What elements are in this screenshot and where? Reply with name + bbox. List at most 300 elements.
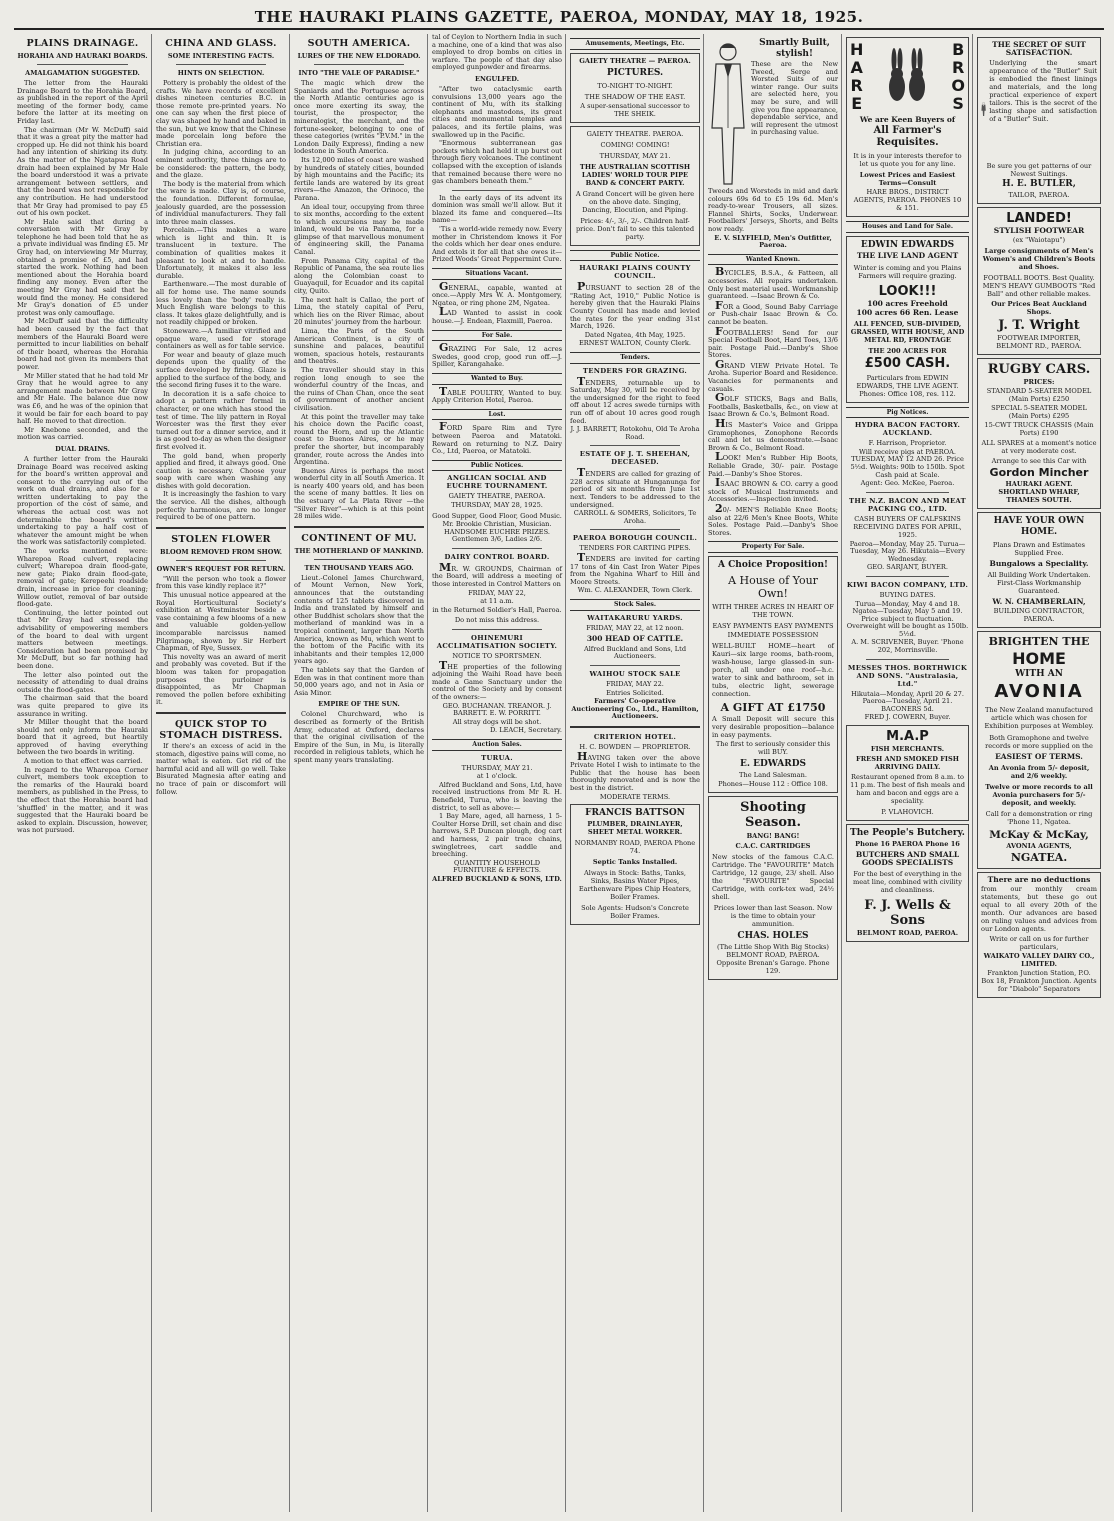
ad-line: THURSDAY, MAY 21. (599, 151, 671, 160)
ad-line: A Small Deposit will secure this very desirable proposition—balance in easy payments. (712, 714, 834, 739)
ad-line: THE 200 ACRES FOR (868, 346, 947, 355)
classified-ad: ISAAC BROWN & CO. carry a good stock of Musical Instruments and Accessories.—Inspection invited. (708, 476, 838, 504)
ad-body: Underlying the smart appearance of the "Butler" Suit is embodied the finest linings and materials, and the long practical experience of expert tailors. This is the secret of the lasting shape and satisfaction of a "Butler" Suit. (989, 59, 1097, 123)
article-subtitle: HORAHIA AND HAURAKI BOARDS. (17, 52, 148, 60)
paragraph: Mr Miller stated that he had told Mr Gray that he would agree to any arrangement made between Mr Gray and Mr Hale. The balance due now was £6, and he was of the opinion that it would be fair for each board to pay half. He moved to that direction. (17, 371, 148, 426)
notice-title: ANGLICAN SOCIAL AND EUCHRE TOURNAMENT. (446, 474, 548, 491)
paragraph: If there's an excess of acid in the stomach, digestive pains will come, no matter what is eaten. Get rid of the harmful acid and all will go well. Take Bisurated Magnesia after eating and no trace of pain or discomfort will follow. (156, 741, 286, 796)
ad-line: THE LIVE LAND AGENT (856, 250, 959, 260)
article-subtitle: SOME INTERESTING FACTS. (167, 52, 275, 60)
ad-headline: J. T. Wright (998, 318, 1080, 333)
ad-headline: LANDED! (1006, 211, 1072, 226)
ad-line: (ex "Waiotapu") (1012, 236, 1066, 244)
property-ad (708, 556, 838, 793)
ad-line: Always in Stock: Baths, Tanks, Sinks, Basins Water Pipes, Earthenware Pipes Chip Heaters, Boiler Frames. (578, 869, 692, 902)
ad-line: The Land Salesman. (739, 770, 807, 779)
ad-line: Prices: 4/-, 3/-, 2/-. Children half-price. Don't fail to see this talented party. (575, 216, 695, 241)
notice-title: CRITERION HOTEL. (593, 732, 677, 741)
notice-line: Alfred Buckland and Sons, Ltd Auctioneers. (583, 644, 687, 661)
classified-ad: FOR a Good, Sound Baby Carriage or Push-chair Isaac Brown & Co. cannot be beaten. (708, 298, 838, 326)
ad-line: Write or call on us for further particulars, (989, 935, 1089, 951)
category-heading: Pig Notices. (846, 407, 969, 419)
butler-suit-ad (977, 37, 1101, 204)
paragraph: Porcelain.—This makes a ware which is light and thin. It is translucent in texture. The combination of qualities makes it pleasant to look at and to handle. Unfortunately, it makes it also less durable. (156, 226, 286, 280)
article-subtitle: LURES OF THE NEW ELDORADO. (297, 52, 421, 60)
paragraph: The tablets say that the Garden of Eden was in that continent more than 50,000 years ago, and not in Asia or Asia Minor. (294, 665, 424, 697)
waikato-dairy-ad (977, 872, 1101, 998)
ad-line: W. N. CHAMBERLAIN, (992, 597, 1086, 606)
category-heading: Lost. (432, 409, 562, 421)
notice-line: FRED J. COWERN, Buyer. (864, 713, 951, 722)
ad-headline: The People's Butchery. (850, 828, 965, 839)
ad-line: Both Gramophone and twelve records or more supplied on the (985, 734, 1093, 750)
ad-line: A Grand Concert will be given here on the above date. Singing, Dancing, Elocution, and Piping. (575, 189, 695, 214)
paragraph: Mr McDuff said that the difficulty had been caused by the fact that members of the Hauraki Board were permitted to incur liabilities on behalf of their board, whereas the Horahia board had not given its members that power. (17, 317, 148, 371)
column-amusements (567, 34, 704, 1512)
ad-line: BANG! BANG! (746, 831, 800, 840)
ad-line: C.A.C. CARTRIDGES (735, 841, 811, 850)
ad-line: Septic Tanks Installed. (592, 858, 678, 867)
ad-line: An Avonia from 5/- deposit, and 2/6 weekly. (988, 764, 1090, 780)
notice-line: Wm. C. ALEXANDER, Town Clerk. (577, 586, 693, 595)
ad-line: Be sure you get patterns of our Newest Suitings. (986, 162, 1092, 178)
notice-line: GAIETY THEATRE, PAEROA. (448, 492, 546, 501)
notice-line: BUYING DATES. (879, 590, 936, 599)
classified-ad: LAD Wanted to assist in cook house.—J. Endean, Flaxmill, Paeroa. (432, 305, 562, 325)
paragraph: This novelty was an award of merit and probably was coveted. But if the bloom was taken for propagation purposes the purloiner is disappointed, as Mr Chapman removed the pollen before exhibiting it. (156, 652, 286, 707)
notice-line: GEO. BUCHANAN. TREANOR. J. BARRETT. E. W. PORRITT. (442, 701, 552, 718)
paragraph: A further letter from the Hauraki Drainage Board was received asking for the board's written approval and consent to the carrying out of the work on dual drains, and also for a written undertaking to pay the proportion of the cost of same, and whereas the actual cost was not determinable the board's written undertaking to pay a half cost of whatever the amount might be when the work was satisfactorily completed. (17, 454, 148, 547)
article-title: SOUTH AMERICA. (307, 38, 411, 49)
ad-line: Bungalows a Speciality. (989, 559, 1089, 568)
bros-letters (951, 41, 965, 113)
classified-ad: 20/- MEN'S Reliable Knee Boots; also at 22/6 Men's Knee Boots, White Soles. Postage Paid.—Danby's Shoe Stores. (708, 501, 838, 537)
article-subtitle: BLOOM REMOVED FROM SHOW. (159, 547, 283, 556)
category-heading: Situations Vacant. (432, 268, 562, 280)
ad-headline: A GIFT AT £1750 (720, 700, 826, 714)
hare-letters (850, 41, 863, 113)
ad-headline: F. J. Wells & Sons (864, 898, 951, 929)
article-title: CONTINENT OF MU. (301, 532, 417, 544)
paragraph: Colonel Churchward, who is described as formerly of the British Army, educated at Oxford, declares that the original civilisation of the Empire of the Sun, in Mu, is literally recorded in religious tablets, which he spent many years translating. (294, 710, 424, 764)
article-subtitle: INTO "THE VALE OF PARADISE." (298, 69, 420, 77)
notice-body: HAVING taken over the above Private Hotel I wish to intimate to the Public that the house has been thoroughly renovated and is now the best in the district. (570, 749, 700, 792)
ad-line: Sole Agents: Hudson's Concrete Boiler Frames. (581, 904, 689, 921)
notice-line: A. M. SCRIVENER, Buyer. 'Phone 202, Morrinsville. (851, 638, 964, 655)
ad-line: All Building Work Undertaken. First-Class Workmanship Guaranteed. (987, 571, 1091, 595)
classified-ad: FORD Spare Rim and Tyre between Paeroa and Matatoki. Reward on returning to N.Z. Dairy Co., Ltd, Paeroa, or Matatoki. (432, 420, 562, 456)
classified-ad: LOOK! Men's Rubber Hip Boots, Reliable Grade, 30/- pair. Postage Paid.—Danby's Shoe Stores. (708, 450, 838, 478)
notice-line: FRIDAY, MAY 22, (468, 588, 526, 597)
notice-body: THE properties of the following adjoining the Waihi Road have been made a Game Sanctuary under the control of the Society and by consent of the owners:— (432, 658, 562, 701)
ad-line: EASY PAYMENTS EASY PAYMENTS (712, 621, 834, 630)
ad-headline: THE SECRET OF SUIT SATISFACTION. (992, 40, 1086, 57)
paragraph: Continuing, the letter pointed out that Mr Gray had stressed the advisability of empowering members of the board to deal with urgent matters between meetings. Consideration had been promised by Mr McDuff, but so far nothing had been done. (17, 608, 148, 670)
letter: O (951, 76, 965, 95)
article-subtitle: TEN THOUSAND YEARS AGO. (304, 563, 414, 572)
rugby-cars-ad (977, 358, 1101, 509)
ad-line: Restaurant opened from 8 a.m. to 11 p.m. The best of fish meals and ham and bacon and eggs are a speciality. (850, 773, 965, 806)
ad-line: Call for a demonstration or ring 'Phone 11, Ngatea. (985, 810, 1093, 826)
ad-line: PLUMBER, DRAINLAYER, SHEET METAL WORKER. (587, 820, 683, 837)
notice-line: Entries Solicited. (606, 688, 664, 697)
notice-body: 1 Bay Mare, aged, all harness, 1 5-Coulter Horse Drill, set chain and disc harrows, S.P. Duncan plough, dog cart and harness, 2 pair trace chains, swingletrees, cart saddle and breeching. (432, 812, 562, 859)
article-subtitle: THE MOTHERLAND OF MANKIND. (294, 546, 424, 555)
category-heading: Amusements, Meetings, Etc. (570, 38, 700, 50)
ad-line: Particulars from EDWIN EDWARDS, THE LIVE AGENT. Phones: Office 108, res. 112. (856, 373, 959, 398)
ad-line: FOOTWEAR IMPORTER, BELMONT RD., PAEROA. (996, 334, 1082, 350)
classified-ad: GRAND VIEW Private Hotel. Te Aroha. Superior Board and Residence. Vacancies for permanents and casuals. (708, 357, 838, 393)
notice-line: Turua—Monday, May 4 and 18. Ngatea—Tuesday, May 5 and 19. Price subject to fluctuation. Overweight will be bought as 150lb. 5½d. (846, 599, 969, 638)
article-subtitle: OWNER'S REQUEST FOR RETURN. (156, 564, 286, 573)
article-title: CHINA AND GLASS. (165, 38, 277, 49)
paragraph: Its 12,000 miles of coast are washed by hundreds of stately cities, bounded by high mountains and the Pacific; its fertile lands are watered by its great rivers—the Amazon, the Orinoco, the Parana. (294, 155, 424, 202)
notice-line: All stray dogs will be shot. (452, 717, 542, 726)
ad-line: We are Keen Buyers of (859, 115, 956, 124)
notice-body: Alfred Buckland and Sons, Ltd, have received instructions from Mr R. H. Benefield, Turua, who is leaving the district, to sell as above:— (432, 780, 562, 812)
notice-body: TENDERS are called for grazing of 228 acres situate at Hunganunga for period of six months from June 1st next. Tenders to be addressed to the undersigned. (570, 466, 700, 509)
ad-line: WAIKATO VALLEY DAIRY CO., LIMITED. (983, 952, 1095, 968)
category-heading: For Sale. (432, 330, 562, 342)
notice-line: TENDERS FOR CARTING PIPES. (579, 544, 691, 553)
ad-headline: Gordon Mincher (989, 466, 1089, 479)
notice-line: in the Returned Soldier's Hall, Paeroa. (432, 605, 562, 614)
classified-ad: GRAZING For Sale, 12 acres Swedes, good crop, good run off.—J. Spiller, Karangahake. (432, 341, 562, 369)
ad-headline: HOME (1012, 649, 1066, 668)
letter: H (850, 40, 864, 59)
ad-headline: All Farmer's Requisites. (873, 125, 942, 148)
hare-bros-ad (846, 37, 969, 217)
category-heading: Wanted Known. (708, 254, 838, 266)
ad-line: FOOTBALL BOOTS. Best Quality. MEN'S HEAVY GUMBOOTS "Red Ball" and other reliable makes. (982, 274, 1096, 298)
ad-line: Phone 16 PAEROA Phone 16 (855, 840, 960, 849)
ad-line: from our monthly cream statements, but these go out equal to all every 20th of the month. Our advances are based on ruling values and advices from our London agents. (981, 885, 1097, 933)
ad-headline: M.A.P (886, 729, 929, 745)
notice-title: ESTATE OF J. T. SHEEHAN, DECEASED. (579, 450, 691, 467)
ad-line: Arrange to see this Car with (991, 457, 1087, 465)
notice-line: at 11 a.m. (480, 597, 514, 606)
section-heading: EMPIRE OF THE SUN. (318, 700, 400, 709)
paragraph: For wear and beauty of glaze much depends upon the quality of the surface developed by firing. Glaze is applied to the surface of the body, and the second firing fuses it to the ware. (156, 350, 286, 390)
notice-title: MESSES THOS. BORTHWICK AND SONS. "Australasia, Ltd." (847, 663, 968, 688)
ad-line: IMMEDIATE POSSESSION (727, 630, 819, 639)
paragraph: The body is the material from which the ware is made. Clay is, of course, the foundation. Different formulae, jealously guarded, are the possession of individual manufacturers. They fall into three main classes. (156, 179, 286, 226)
tailored-man-illustration (981, 59, 986, 159)
notice-line: Will receive pigs at PAEROA. TUESDAY, MAY 12 AND 26. Price 5½d. Weights: 90lb to 150lb. Spot Cash paid at Scale. (850, 447, 965, 479)
ad-headline: A Choice Proposition! (718, 559, 828, 570)
column-slyfield-property (705, 34, 842, 1512)
notice-line: Agent: Geo. McKee, Paeroa. (860, 479, 955, 488)
notice-line: FRIDAY, MAY 22. (606, 679, 664, 688)
paragraph: The letter from the Hauraki Drainage Board to the Horahia Board, as published in the report of the April meeting of the former body, came before the latter at its meeting on Friday last. (17, 79, 148, 125)
ad-line: TO-NIGHT TO-NIGHT. (597, 81, 673, 90)
paragraph: From Panama City, capital of the Republic of Panama, the sea route lies along the Colombian coast to Guayaquil, for Ecuador and its capital city, Quito. (294, 256, 424, 296)
map-fish-ad (846, 725, 969, 821)
ad-headline: Smartly Built, stylish! (759, 38, 830, 59)
paragraph: At this point the traveller may take his choice down the Pacific coast, round the Horn, and up the Atlantic coast to Buenos Aires, or he may prefer the shorter, but incomparably grander, route across the Andes into Argentina. (294, 412, 424, 467)
ad-headline: BRIGHTEN THE (988, 635, 1090, 648)
ad-headline: WITH AN (1015, 669, 1063, 679)
ad-headline: £500 CASH. (864, 355, 951, 371)
section-heading: DUAL DRAINS. (55, 444, 110, 453)
paragraph: "Enormous subterranean gas pockets which had held it up burst out through fiery volcanoes. The continent collapsed with the exception of islands that remained because there were no gas chambers beneath them." (432, 139, 562, 186)
letter: R (850, 76, 863, 95)
paragraph: Mr Hale said that during a conversation with Mr Gray by telephone he had been told that he as a private individual was finding £5. Mr Gray had, on interviewing Mr Murray, obtained a promise of £5, and had started the work. Nothing had been mentioned about the Horahia board finding any money. Even after the meeting Mr Gray had said that he would find the money. He considered Mr Gray's donation of £5 under protest was only camouflage. (17, 217, 148, 317)
paragraph: Earthenware.—The most durable of all for home use. The name sounds less lovely than the 'body' really is. Much English ware belongs to this class. It takes glaze delightfully, and is not readily chipped or broken. (156, 280, 286, 327)
notice-title: HYDRA BACON FACTORY. AUCKLAND. (854, 421, 961, 438)
ad-headline: A House of Your Own! (728, 573, 818, 600)
classified-ad: FOOTBALLERS! Send for our Special Football Boot, Hard Toes, 13/6 pair. Postage Paid.—Danby's Shoe Stores. (708, 324, 838, 360)
ad-headline: EDWIN EDWARDS (860, 239, 955, 250)
paragraph: "After two cataclysmic earth convulsions 13,000 years ago the continent of Mu, with its stalking elephants and mastodons, its great cities and monumental temples and palaces, and its fertile plains, was swallowed up in the Pacific. (432, 84, 562, 139)
article-subtitle: AMALGAMATION SUGGESTED. (25, 69, 140, 77)
notice-line: Dated Ngatea, 4th May, 1925. (584, 330, 686, 339)
notice-line: ERNEST WALTON, County Clerk. (578, 339, 692, 348)
ad-line: PRICES: (1023, 378, 1055, 386)
notice-line: GEO. SARJANT, BUYER. (867, 563, 948, 572)
paragraph: This unusual notice appeared at the Royal Horticultural Society's exhibition at Westminster beside a vase containing a few blooms of a new and valuable golden-yellow incomparable narcissus named Pilgrimage, shown by Sir Herbert Chapman, of Rye, Sussex. (156, 591, 286, 653)
paragraph: The magic which drew the Spaniards and the Portuguese across the North Atlantic centuries ago is once more exerting its sway, the tourist, the prospector, the mineralogist, the merchant, and the fortune-seeker, belonging to one of these categories (writes "P.V.M." in the London Daily Express), finding a new lodestone in South America. (294, 79, 424, 156)
newspaper-page (14, 34, 1104, 1514)
notice-line: CARROLL & SOMERS, Solicitors, Te Aroha. (573, 509, 697, 525)
category-heading: Wanted to Buy. (432, 373, 562, 385)
paragraph: In the early days of its advent its dominion was small we'll allow. But it blazed its fame and conquered—Its name— (432, 193, 562, 225)
notice-body: PURSUANT to section 28 of the "Rating Act, 1910," Public Notice is hereby given that the Hauraki Plains County Council has made and levied the rates for the year ending 31st March, 1926. (570, 280, 700, 331)
ad-line: The New Zealand manufactured article which was chosen for Exhibition purposes at Wembley. (984, 706, 1094, 730)
paragraph: In decoration it is a safe choice to adopt a pattern rather formal in character, or one which has stood the test of time. The lily pattern in Royal Worcester was the first they ever turned out for a dinner service, and it is as good to-day as when the designer first evolved it. (156, 389, 286, 451)
column-hare-bros-edwards (843, 34, 973, 1512)
classified-ad: BYCICLES, B.S.A., & Fatteen, all accessories. All repairs undertaken. Only best material used. Workmanship guaranteed. —Isaac Brown & Co. (708, 265, 838, 301)
ad-line: ALL FENCED, SUB-DIVIDED, GRASSED, WITH HOUSE, AND METAL RD, FRONTAGE (850, 319, 965, 344)
chamberlain-builder-ad (977, 512, 1101, 628)
ad-line: FISH MERCHANTS. (870, 745, 945, 754)
ad-line: A super-sensational successor to THE SHEIK. (580, 101, 690, 118)
notice-line: CASH BUYERS OF CALFSKINS (854, 514, 961, 523)
ad-headline: NGATEA. (1010, 851, 1068, 864)
notice-line: Hikutaia—Monday, April 20 & 27. Paeroa—Tuesday, April 21. BACONERS 5d. (851, 689, 964, 713)
paragraph: 'Tis a world-wide remedy now. Every mother in Christendom knows it For the colds which her dear ones endure. And extols it for all that she owes it— Prized Woods' Great Peppermint Cure. (432, 225, 562, 264)
ad-line: THE AUSTRALIAN SCOTTISH LADIES' WORLD TOUR PIPE BAND & CONCERT PARTY. (579, 162, 691, 187)
notice-line: J. J. BARRETT, Rotokohu, Old Te Aroha Road. (570, 425, 700, 441)
man-in-suit-illustration (708, 38, 748, 188)
notice-title: TURUA. (481, 753, 513, 762)
ad-headline: AVONIA (994, 681, 1084, 702)
notice-line: Mr. Brookie Christian, Musician. HANDSOME EUCHRE PRIZES. Gentlemen 3/6, Ladies 2/6. (442, 520, 552, 544)
article-title: STOLEN FLOWER (171, 533, 271, 545)
notice-title: HAURAKI PLAINS COUNTY COUNCIL. (579, 264, 691, 281)
notice-line: Do not miss this address. (454, 616, 540, 625)
ad-line: TAILOR, PAEROA. (1008, 191, 1070, 199)
peoples-butchery-ad (846, 824, 969, 942)
ad-line: Winter is coming and you Plains Farmers will require grazing. (853, 263, 962, 280)
paragraph: Lieut.-Colonel James Churchward, of Mount Vernon, New York, announces that the outstanding contents of 125 tablets discovered in India and translated by himself and other Buddhist scholars show that the motherland of mankind was in a tropical continent, larger than North America, known as Mu, which went to the bottom of the Pacific with its inhabitants and their temples 12,000 years ago. (294, 573, 424, 666)
letter: S (952, 94, 964, 113)
notice-line: Good Supper, Good Floor, Good Music. (432, 511, 562, 520)
ad-line: HAURAKI AGENT. SHORTLAND WHARF, THAMES SOUTH. (998, 480, 1080, 504)
paragraph: Lima, the Paris of the South American Continent, is a city of sunshine and palaces, beautiful women, spacious hotels, restaurants and theatres. (294, 327, 424, 366)
ad-line: 100 acres 66 Ren. Lease (856, 307, 959, 317)
paragraph: The traveller should stay in this region long enough to see the wonderful country of the Incas, and the ruins of Chan Chan, once the seat of government of another ancient civilisation. (294, 365, 424, 412)
notice-line: THURSDAY, MAY 28, 1925. (451, 500, 543, 509)
category-heading: Property For Sale. (708, 541, 838, 553)
classified-ad: HIS Master's Voice and Grippa Gramophones, Zonophone Records call and let us demonstrate.—Isaac Brown & Co., Belmont Road. (708, 417, 838, 452)
notice-line: F. Harrison, Proprietor. (868, 439, 947, 448)
ad-line: COMING! COMING! (600, 140, 670, 149)
ad-line: AVONIA AGENTS, (1006, 842, 1072, 850)
paragraph: Mr Knebone seconded, and the motion was carried. (17, 425, 148, 442)
ad-line: The first to seriously consider this will BUY. (715, 739, 831, 756)
ad-line: GAIETY THEATRE — PAEROA. (579, 56, 691, 65)
notice-title: KIWI BACON COMPANY, LTD. (846, 580, 969, 589)
article-subtitle: HINTS ON SELECTION. (177, 69, 265, 77)
column-china-and-glass (153, 34, 290, 1512)
ad-body: Tweeds and Worsteds in mid and dark colours 69s 6d to £5 19s 6d. Men's ready-to-wear Trousers, all sizes. Flannel Shirts, Socks, Underwear. Footballers' Jerseys, Shorts, and Belts now ready. (708, 187, 838, 233)
column-plains-drainage (14, 34, 152, 1512)
notice-line: QUANTITY HOUSEHOLD FURNITURE & EFFECTS. (453, 858, 541, 875)
article-title: QUICK STOP TO STOMACH DISTRESS. (159, 718, 283, 741)
ad-line: ALL SPARES at a moment's notice at very moderate cost. (981, 439, 1097, 455)
paragraph: The letter also pointed out the necessity of attending to dual drains outside the flood-gates. (17, 670, 148, 694)
ad-line: Prices lower than last Season. Now is the time to obtain your ammunition. (713, 903, 833, 928)
notice-line: Farmers' Co-operative Auctioneering Co., Ltd., Hamilton, Auctioneers. (571, 697, 699, 721)
paragraph: A motion to that effect was carried. (24, 757, 143, 766)
ad-headline: CHAS. HOLES (737, 930, 809, 941)
paragraph: It is increasingly the fashion to vary the service. All the dishes, although perfectly harmonious, are no longer required to be of one pattern. (156, 490, 286, 522)
notice-body: MR. W. GROUNDS, Chairman of the Board, will address a meeting of those interested in Control Matters on (432, 560, 562, 589)
letter: E (851, 94, 863, 113)
paragraph: In regard to the Wharepoa Corner culvert, members took exception to the remarks of the Hauraki board members, as published in the Press, to the effect that the Horahia board had 'shuffled' in the matter, and it was suggested that the Hauraki board be asked to explain. Discussion, however, was not pursued. (17, 765, 148, 835)
ad-line: WELL-BUILT HOME—heart of Kauri—six large rooms, bath-room, wash-house, large glassed-in sun-porch, all under one roof—h.c. water to sink and bathroom, set in tubs, electric light, sewerage connection. (712, 641, 834, 698)
ad-line: STYLISH FOOTWEAR (993, 226, 1085, 235)
ad-headline: H. E. BUTLER, (1002, 179, 1076, 189)
notice-line: at 1 o'clock. (476, 772, 518, 781)
ad-headline: E. EDWARDS (739, 758, 807, 769)
ad-line: New stocks of the famous C.A.C. Cartridge. The "FAVOURITE" Match Cartridge, 12 gauge, 23/ shell. Also the "FAVOURITE" Special Cartridge, with cork-tex wad, 24½ shell. (712, 852, 834, 901)
rabbits-illustration (882, 42, 932, 112)
category-heading: Public Notices. (432, 460, 562, 472)
ad-line: FRESH AND SMOKED FISH ARRIVING DAILY. (856, 755, 959, 772)
ad-line: Large consignments of Men's Women's and Children's Boots and Shoes. (982, 247, 1096, 271)
landed-footwear-ad (977, 207, 1101, 355)
ad-headline: LOOK!!! (878, 283, 937, 299)
ad-line: GAIETY THEATRE. PAEROA. (586, 129, 684, 138)
ad-body: These are the New Tweed, Serge and Worsted Suits of our winter range. Our suits are selected here, you may be sure, and will give you fine appearance, dependable service, and will represent the utmost in purchasing value. (751, 60, 838, 137)
paragraph: The works mentioned were: Wharepoa Road culvert, replacing culvert; Wharepoa drain flood-gate, new gate; Piako drain flood-gate, removal of gate; Kerepeehi roadside drain, increase in price for cleaning; Willow outlet, removal of bar outside flood-gate. (17, 547, 148, 609)
paragraph: The chairman said that the board was quite prepared to give its assurance in writing. (17, 694, 148, 718)
notice-line: RECEIVING DATES FOR APRIL, 1925. (853, 523, 962, 539)
section-heading: ENGULFED. (475, 74, 519, 83)
ad-line: THE SHADOW OF THE EAST. (584, 92, 686, 101)
paragraph: The next halt is Callao, the port of Lima, the stately capital of Peru, which lies on the River Rimac, about 20 minutes' journey from the harbour. (294, 295, 424, 327)
ad-headline: PICTURES. (606, 67, 664, 78)
gaiety-concert-ad (570, 126, 700, 246)
paragraph: Buenos Aires is perhaps the most wonderful city in all South America. It is nearly 400 years old, and has been the scene of many battles. It lies on the estuary of La Plata River —the "Silver River"—which is at this point 28 miles wide. (294, 466, 424, 521)
ad-line: BELMONT ROAD, PAEROA. (856, 929, 959, 938)
notice-line: D. LEACH, Secretary. (489, 726, 562, 735)
masthead: THE HAURAKI PLAINS GAZETTE, PAEROA, MONDAY, MAY 18, 1925. (14, 8, 1104, 30)
ad-line: NORMANBY ROAD, PAEROA Phone 74. (574, 839, 696, 856)
notice-title: THE N.Z. BACON AND MEAT PACKING CO., LTD. (849, 496, 966, 513)
ad-line: P. VLAHOVICH. (881, 808, 934, 817)
ad-line: WITH THREE ACRES IN HEART OF THE TOWN. (712, 602, 834, 619)
classified-ad: GOLF STICKS, Bags and Balls, Footballs, Basketballs, &c., on view at Isaac Brown & Co.'s, Belmont Road. (708, 391, 838, 419)
paragraph: Pottery is probably the oldest of the crafts. We have records of excellent dishes nineteen centuries B.C. in those remote pre-printed years. No one can say when the first piece of clay was shaped by hand and baked in the sun, but we know that the Chinese made porcelain long before the Christian era. (156, 79, 286, 148)
notice-body: TENDERS, returnable up to Saturday, May 30, will be received by the undersigned for the right to feed off about 12 acres swede turnips with run off of about 10 acres good rough feed. (570, 374, 700, 425)
letter: A (850, 58, 863, 77)
ad-headline: FRANCIS BATTSON (585, 808, 685, 819)
ad-line: EASIEST OF TERMS. (995, 752, 1083, 761)
paragraph: "Will the person who took a flower from this vase kindly replace it?" (156, 574, 286, 591)
ad-line: SPECIAL 5-SEATER MODEL (Main Ports) £295 (991, 404, 1087, 420)
notice-title: PAEROA BOROUGH COUNCIL. (572, 534, 698, 543)
notice-line: NOTICE TO SPORTSMEN. (452, 652, 542, 661)
letter: R (952, 58, 965, 77)
shooting-season-ad (708, 796, 838, 980)
ad-line: (The Little Shop With Big Stocks) BELMONT ROAD, PAEROA. Opposite Brenan's Garage. Phone 129. (716, 942, 830, 975)
letter: B (952, 40, 965, 59)
paragraph: In judging china, according to an eminent authority, three things are to be considered: the pattern, the body, and the glaze. (156, 148, 286, 180)
notice-line: 300 HEAD OF CATTLE. (586, 634, 684, 644)
ad-line: Lowest Prices and Easiest Terms—Consult (859, 171, 956, 187)
notice-line: ALFRED BUCKLAND & SONS, LTD. (432, 874, 562, 883)
article-title: PLAINS DRAINAGE. (26, 38, 139, 49)
ad-headline: HAVE YOUR OWN HOME. (993, 516, 1085, 537)
ad-line: Twelve or more records to all Avonia purchasers for 5/- deposit, and weekly. (985, 783, 1093, 807)
paragraph: An ideal tour, occupying from three to six months, according to the extent to which excursions may be made inland, would be via Panama, for a glimpse of that marvellous monument of engineering skill, the Panama Canal. (294, 202, 424, 257)
paragraph: The chairman (Mr W. McDuff) said that it was a great pity the matter had cropped up. He did not think his board had any intention of shirking its duty. As the matter of the Ngatapua Road drain had been explained by Mr Hale the board understood it was a private arrangement between settlers, and that the board was not responsible for any contribution. He had understood that Mr Gray had promised to pay £5 out of his own pocket. (17, 125, 148, 218)
battson-ad (570, 804, 700, 925)
ad-headline: Shooting Season. (740, 799, 806, 830)
notice-line: THURSDAY, MAY 21. (461, 763, 533, 772)
notice-title: DAIRY CONTROL BOARD. (444, 552, 550, 561)
avonia-gramophone-ad (977, 631, 1101, 869)
ad-line: For the best of everything in the meat line, combined with civility and cleanliness. (852, 870, 963, 895)
category-heading: Auction Sales. (432, 739, 562, 751)
ad-line: Our Prices Beat Auckland Shops. (991, 300, 1087, 316)
ad-line: Frankton Junction Station, P.O. Box 18, Frankton Junction. Agents for "Diabolo" Separators (981, 969, 1097, 993)
notice-line: FRIDAY, MAY 22, at 12 noon. (586, 623, 684, 632)
notice-title: WAIHOU STOCK SALE (589, 669, 681, 678)
notice-title: TENDERS FOR GRAZING. (582, 366, 688, 375)
edwin-edwards-ad (846, 236, 969, 403)
paragraph: The gold band, when properly applied and fired, it always good. One caution is necessary. Choose your soap with care when washing any dishes with gold decoration. (156, 451, 286, 490)
ad-line: BUTCHERS AND SMALL GOODS SPECIALISTS (855, 850, 960, 868)
ad-headline: McKay & McKay, (989, 829, 1089, 841)
ad-line: 100 acres Freehold (867, 298, 948, 308)
notice-line: Paeroa—Monday, May 25. Turua—Tuesday, May 26. Hikutaia—Every Wednesday. (849, 539, 966, 563)
ad-line: Plans Drawn and Estimates Supplied Free. (992, 541, 1086, 557)
paragraph: Stoneware.—A familiar vitrified and opaque ware, used for storage containers as well as for table service. (156, 327, 286, 351)
notice-title: OHINEMURI ACCLIMATISATION SOCIETY. (436, 634, 558, 651)
category-heading: Houses and Land for Sale. (846, 221, 969, 233)
classified-ad: GENERAL, capable, wanted at once.—Apply Mrs W. A. Montgomery, Ngatea, or ring phone 2M, Ngatea. (432, 279, 562, 307)
ad-line: 15-CWT TRUCK CHASSIS (Main Ports) £190 (984, 421, 1094, 437)
category-heading: Public Notice. (570, 250, 700, 262)
column-butler-rugby-avonia (974, 34, 1104, 1512)
gaiety-pictures-ad (570, 53, 700, 123)
ad-line: STANDARD 5-SEATER MODEL (Main Ports) £250 (986, 387, 1092, 403)
ad-headline: There are no deductions (987, 875, 1091, 884)
ad-line: HARE BROS., DISTRICT AGENTS, PAEROA. PHONES 10 & 151. (853, 188, 962, 212)
notice-line: MODERATE TERMS. (599, 792, 671, 801)
paragraph: Mr Miller thought that the board should not only inform the Hauraki board that it agreed, but heartily approved of having everything between the two boards in writing. (17, 718, 148, 757)
ad-line: Phones—House 112 : Office 108. (718, 779, 828, 788)
notice-title: WAITAKARURU YARDS. (587, 613, 683, 622)
category-heading: Tenders. (570, 352, 700, 364)
paragraph: tal of Ceylon to Northern India in such a machine, one of a kind that was also employed to drop bombs on cities in warfare. The people of that day also employed gunpowder and firearms. (432, 34, 562, 72)
ad-sign: E. V. SLYFIELD, Men's Outfitter, Paeroa. (714, 233, 832, 250)
ad-headline: RUGBY CARS. (987, 362, 1091, 377)
